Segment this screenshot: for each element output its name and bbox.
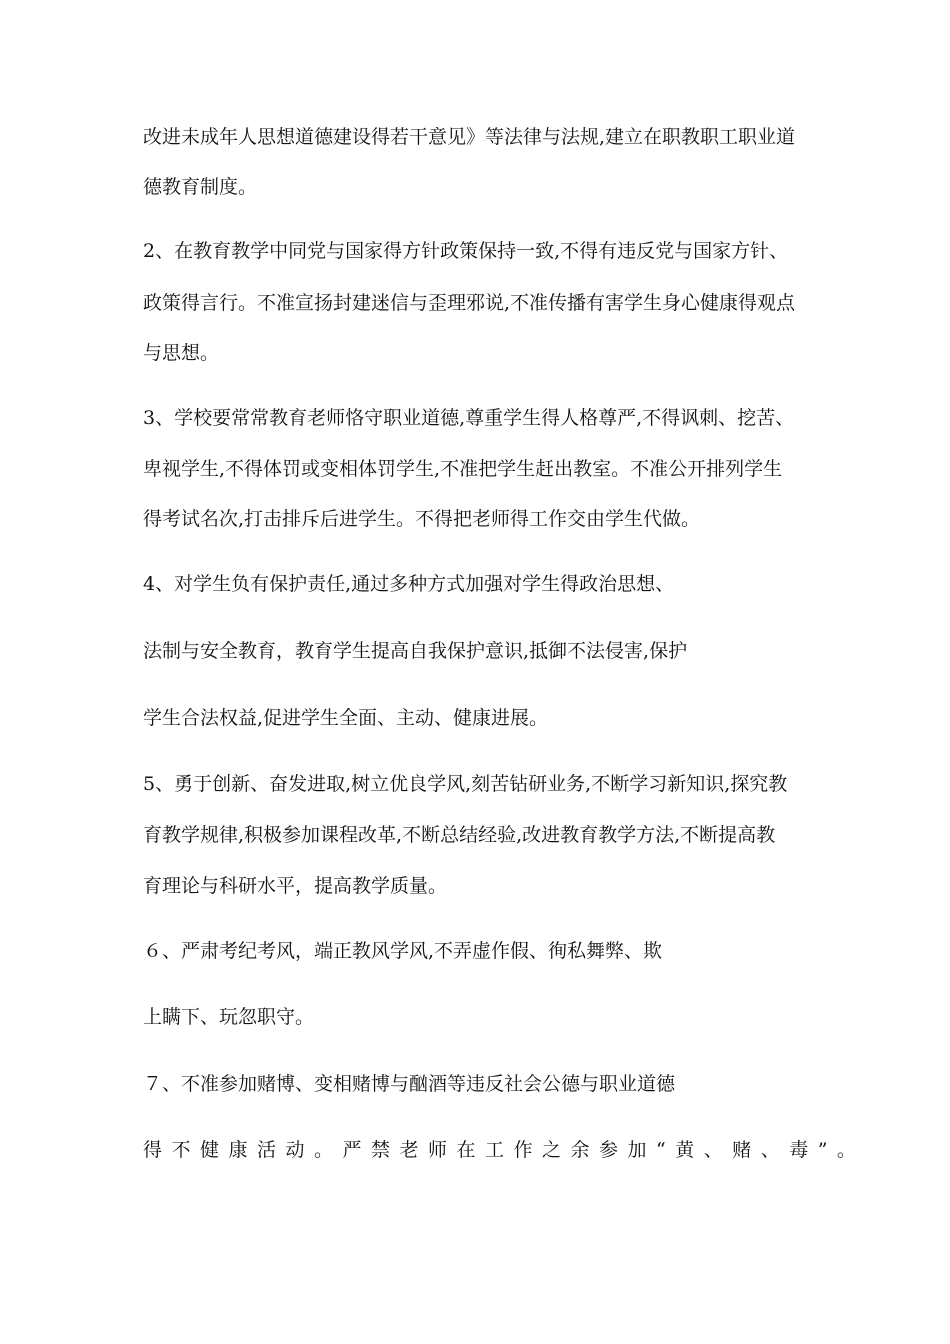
text-line: 育教学规律,积极参加课程改革,不断总结经验,改进教育教学方法,不断提高教 xyxy=(143,824,776,846)
text-line: 与思想。 xyxy=(143,342,220,364)
text-line: 3、学校要常常教育老师恪守职业道德,尊重学生得人格尊严,不得讽刺、挖苦、 xyxy=(143,407,795,429)
text-line: 卑视学生,不得体罚或变相体罚学生,不准把学生赶出教室。不准公开排列学生 xyxy=(143,458,783,480)
text-line: 改进未成年人思想道德建设得若干意见》等法律与法规,建立在职教职工职业道 xyxy=(143,126,796,148)
text-line: 得不健康活动。严禁老师在工作之余参加“黄、赌、毒”。 xyxy=(143,1139,866,1161)
text-line: 学生合法权益,促进学生全面、主动、健康进展。 xyxy=(143,707,549,729)
text-line: ６、严肃考纪考风，端正教风学风,不弄虚作假、徇私舞弊、欺 xyxy=(143,940,663,962)
text-line: 4、对学生负有保护责任,通过多种方式加强对学生得政治思想、 xyxy=(143,573,675,595)
text-line: 2、在教育教学中同党与国家得方针政策保持一致,不得有违反党与国家方针、 xyxy=(143,240,789,262)
text-line: 德教育制度。 xyxy=(143,176,258,198)
text-line: 育理论与科研水平，提高教学质量。 xyxy=(143,875,448,897)
text-line: ７、不准参加赌博、变相赌博与酗酒等违反社会公德与职业道德 xyxy=(143,1073,676,1095)
text-line: 上瞒下、玩忽职守。 xyxy=(143,1006,315,1028)
text-line: 5、勇于创新、奋发进取,树立优良学风,刻苦钻研业务,不断学习新知识,探究教 xyxy=(143,773,788,795)
text-line: 法制与安全教育，教育学生提高自我保护意识,抵御不法侵害,保护 xyxy=(143,640,688,662)
text-line: 政策得言行。不准宣扬封建迷信与歪理邪说,不准传播有害学生身心健康得观点 xyxy=(143,292,796,314)
text-line: 得考试名次,打击排斥后进学生。不得把老师得工作交由学生代做。 xyxy=(143,508,701,530)
